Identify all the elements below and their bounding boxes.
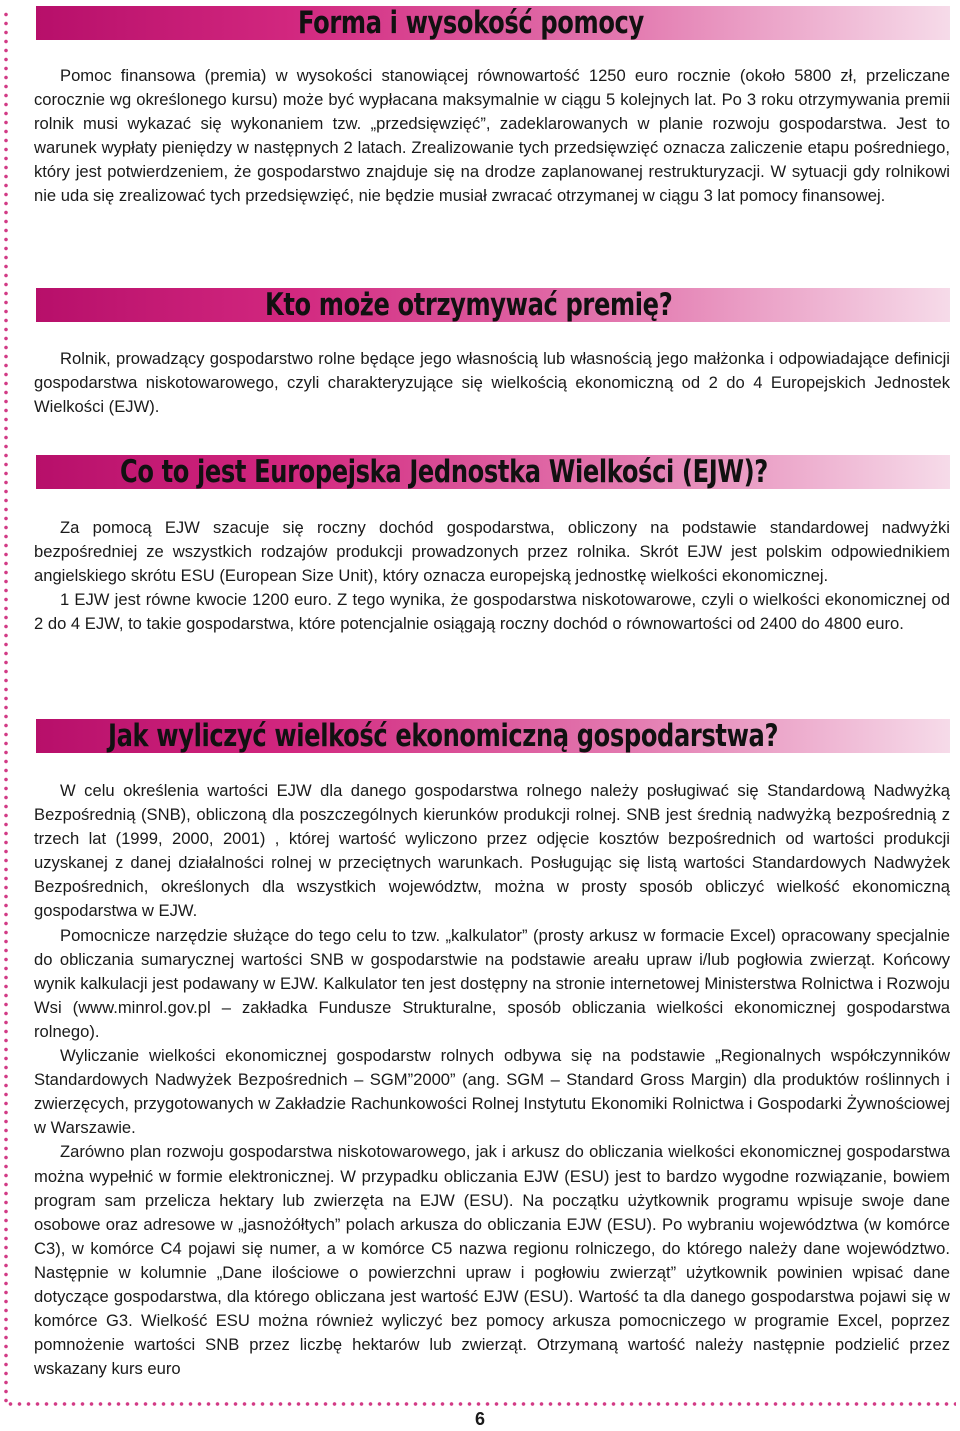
paragraph: Pomocnicze narzędzie służące do tego celu to tzw. „kalkulator” (prosty arkusz w formacie Excel) opracowany specjalnie do obliczania sumarycznej wartości SNB w gospodarstwie na podstawie areału upraw i/lub pogłowia zwierząt. Końcowy wynik kalkulacji jest podawany w EJW. Kalkulator ten jest dostępny na stronie internetowej Ministerstwa Rolnictwa i Rozwoju Wsi (www.minrol.gov.pl – zakładka Fundusze Strukturalne, sposób obliczania wielkości ekonomicznej gospodarstwa rolnego). xyxy=(34,925,950,1041)
section-body-co-to-jest-ejw xyxy=(34,516,950,636)
section-heading-co-to-jest-ejw: Co to jest Europejska Jednostka Wielkości (EJW)? xyxy=(120,454,768,490)
section-heading-kto-moze: Kto może otrzymywać premię? xyxy=(265,287,673,323)
paragraph: Rolnik, prowadzący gospodarstwo rolne będące jego własnością lub własnością jego małżonka i odpowiadające definicji gospodarstwa niskotowarowego, czyli charakteryzujące się wielkością ekonomiczną od 2 do 4 Europejskich Jednostek Wielkości (EJW). xyxy=(34,349,950,417)
paragraph: W celu określenia wartości EJW dla danego gospodarstwa rolnego należy posługiwać się Standardową Nadwyżką Bezpośrednią (SNB), obliczoną dla poszczególnych kierunków produkcji rolnej. SNB jest średnią nadwyżką bezpośrednią z trzech lat (1999, 2000, 2001) , której wartość wyliczono przez odjęcie kosztów bezpośrednich od wartości produkcji uzyskanej z danej działalności rolnej w przeciętnych warunkach. Posługując się listą wartości Standardowych Nadwyżek Bezpośrednich, określonych dla wszystkich województw, można w prosty sposób obliczyć wielkość ekonomiczną gospodarstwa w EJW. xyxy=(34,781,950,921)
paragraph: 1 EJW jest równe kwocie 1200 euro. Z tego wynika, że gospodarstwa niskotowarowe, czyli o wielkości ekonomicznej od 2 do 4 EJW, to takie gospodarstwa, które potencjalnie osiągają roczny dochód o równowartości od 2400 do 4800 euro. xyxy=(34,590,950,634)
page-number: 6 xyxy=(474,1409,485,1429)
paragraph: Wyliczanie wielkości ekonomicznej gospodarstw rolnych odbywa się na podstawie „Regionalnych współczynników Standardowych Nadwyżek Bezpośrednich – SGM”2000” (ang. SGM – Standard Gross Margin) dla produktów roślinnych i zwierzęcych, przygotowanych w Zakładzie Rachunkowości Rolnej Instytutu Ekonomiki Rolnictwa i Gospodarki Żywnościowej w Warszawie. xyxy=(34,1046,950,1138)
decorative-dotted-border-bottom xyxy=(6,1401,956,1407)
section-heading-forma-i-wysokosc: Forma i wysokość pomocy xyxy=(298,5,644,41)
section-heading-jak-wyliczyc: Jak wyliczyć wielkość ekonomiczną gospodarstwa? xyxy=(108,718,779,754)
paragraph: Pomoc finansowa (premia) w wysokości stanowiącej równowartość 1250 euro rocznie (około 5800 zł, przeliczane corocznie wg określonego kursu) może być wypłacana maksymalnie w ciągu 5 kolejnych lat. Po 3 roku otrzymywania premii rolnik musi wykazać się wykonaniem tzw. „przedsięwzięć”, zadeklarowanych w planie rozwoju gospodarstwa. Jest to warunek wypłaty pieniędzy w następnych 2 latach. Zrealizowanie tych przedsięwzięć oznacza zaliczenie etapu pośredniego, który jest potwierdzeniem, że gospodarstwo znajduje się na drodze zaplanowanej restrukturyzacji. W sytuacji gdy rolnikowi nie uda się zrealizować tych przedsięwzięć, nie będzie musiał zwracać otrzymanej w ciągu 3 lat pomocy finansowej. xyxy=(34,66,950,206)
paragraph: Zarówno plan rozwoju gospodarstwa niskotowarowego, jak i arkusz do obliczania wielkości ekonomicznej gospodarstwa można wypełnić w formie elektronicznej. W przypadku obliczania EJW (ESU) jest to bardzo wygodne rozwiązanie, bowiem program sam przelicza hektary lub zwierzęta na EJW (ESU). Na początku użytkownik programu wpisuje swoje dane osobowe oraz adresowe w „jasnożółtych” polach arkusza do obliczania EJW (ESU). Po wybraniu województwa (w komórce C3), w komórce C4 pojawi się numer, a w komórce C5 nazwa regionu rolniczego, do którego należy dane województwo. Następnie w kolumnie „Dane ilościowe o powierzchni upraw i pogłowiu zwierząt” użytkownik powinien wpisać dane dotyczące gospodarstwa, dla którego obliczana jest wartość EJW (ESU). Wartość ta dla danego gospodarstwa pojawi się w komórce G3. Wielkość ESU można również wyliczyć bez pomocy arkusza pomocniczego w programie Excel, poprzez pomnożenie wartości SNB przez liczbę hektarów lub zwierząt. Otrzymaną wartość należy następnie podzielić przez wskazany kurs euro xyxy=(34,1142,950,1379)
section-heading-bar xyxy=(36,719,950,753)
section-body-jak-wyliczyc xyxy=(34,779,950,1381)
section-heading-bar xyxy=(36,455,950,489)
decorative-dotted-border-left xyxy=(3,10,9,1405)
section-body-forma-i-wysokosc xyxy=(34,64,950,209)
section-heading-bar xyxy=(36,288,950,322)
section-body-kto-moze xyxy=(34,347,950,419)
section-heading-bar xyxy=(36,6,950,40)
paragraph: Za pomocą EJW szacuje się roczny dochód gospodarstwa, obliczony na podstawie standardowej nadwyżki bezpośredniej ze wszystkich rodzajów produkcji prowadzonych przez rolnika. Skrót EJW jest polskim odpowiednikiem angielskiego skrótu ESU (European Size Unit), który oznacza europejską jednostkę wielkości ekonomicznej. xyxy=(34,518,950,586)
